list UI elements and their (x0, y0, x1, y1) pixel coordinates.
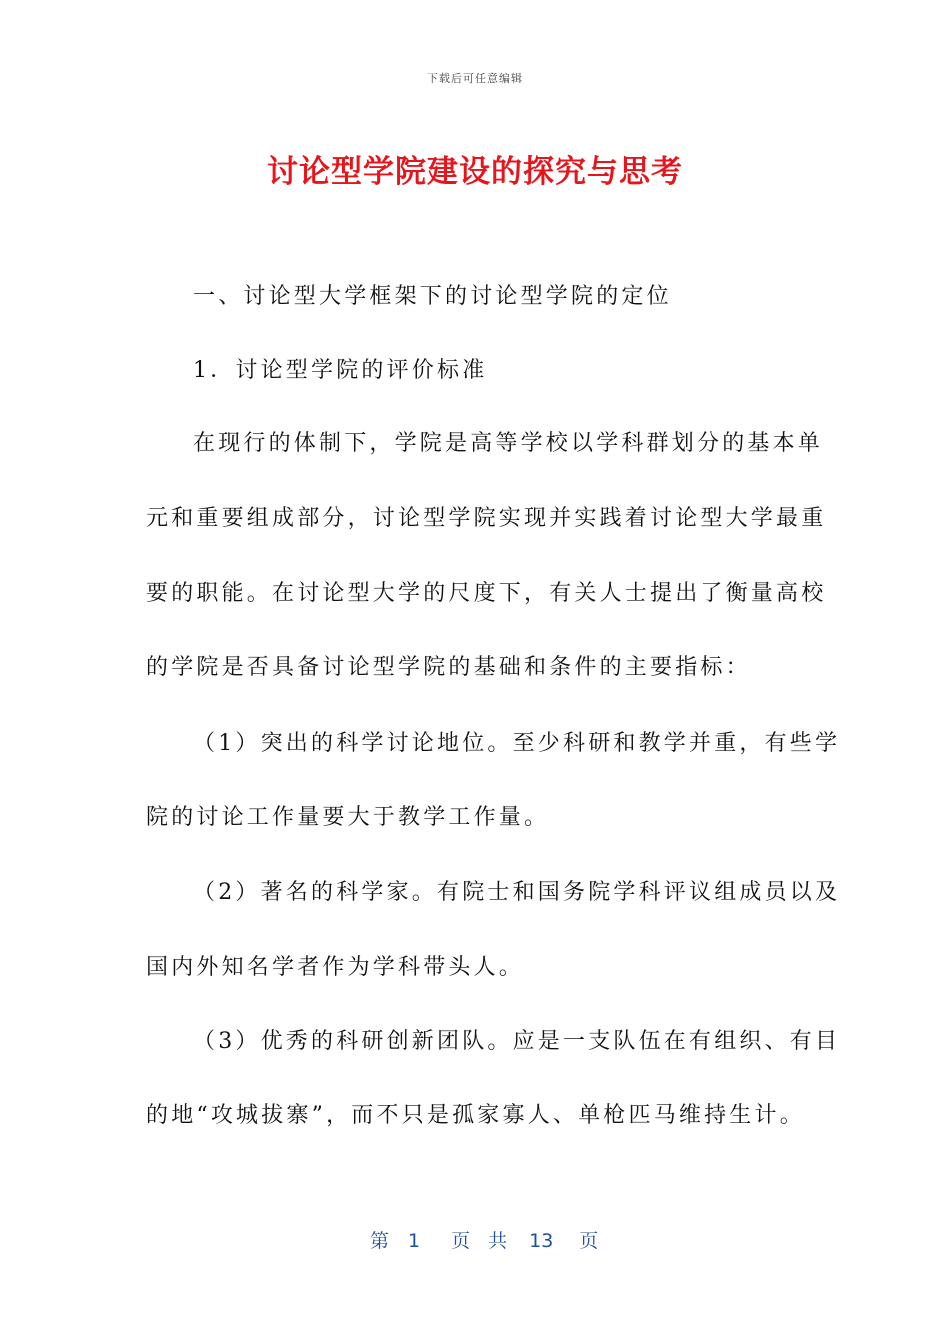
list-item-line: 院的讨论工作量要大于教学工作量。 (146, 805, 550, 830)
footer-suffix: 页 (579, 1230, 599, 1252)
paragraph-line: 要的职能。在讨论型大学的尺度下，有关人士提出了衡量高校 (146, 581, 827, 606)
list-item-line: （1）突出的科学讨论地位。至少科研和教学并重，有些学 (193, 731, 841, 756)
footer-middle: 页 共 (451, 1230, 514, 1252)
section-heading: 一、讨论型大学框架下的讨论型学院的定位 (193, 284, 672, 309)
list-item-line: 的地“攻城拔寨”，而不只是孤家寡人、单枪匹马维持生计。 (146, 1103, 805, 1128)
paragraph-line: 元和重要组成部分，讨论型学院实现并实践着讨论型大学最重 (146, 506, 827, 531)
header-note: 下载后可任意编辑 (427, 72, 523, 85)
footer-prefix: 第 (370, 1230, 390, 1252)
list-item-line: （3）优秀的科研创新团队。应是一支队伍在有组织、有目 (193, 1029, 841, 1054)
document-title: 讨论型学院建设的探究与思考 (267, 154, 683, 190)
footer-total-pages: 13 (529, 1230, 554, 1252)
paragraph-line: 的学院是否具备讨论型学院的基础和条件的主要指标： (146, 655, 751, 680)
footer-page-number: 1 (408, 1230, 421, 1252)
subsection-heading: 1．讨论型学院的评价标准 (193, 358, 488, 383)
list-item-line: 国内外知名学者作为学科带头人。 (146, 955, 525, 980)
paragraph-line: 在现行的体制下，学院是高等学校以学科群划分的基本单 (193, 431, 824, 456)
list-item-line: （2）著名的科学家。有院士和国务院学科评议组成员以及 (193, 880, 841, 905)
page-footer (370, 1226, 598, 1253)
